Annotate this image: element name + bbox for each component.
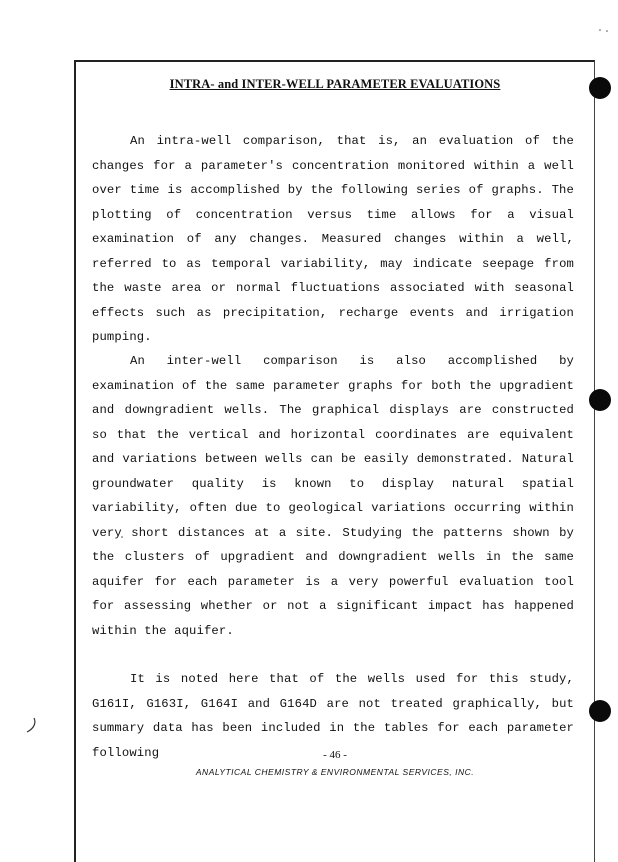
company-footer: ANALYTICAL CHEMISTRY & ENVIRONMENTAL SERVICES, INC.	[195, 767, 475, 777]
page-title: INTRA- and INTER-WELL PARAMETER EVALUATIONS	[169, 77, 501, 91]
paragraph-note: It is noted here that of the wells used for this study, G161I, G163I, G164I and G164D are not treated graphically, but summary data has been included in the tables for each parameter following	[92, 672, 574, 760]
paragraph-inter-well: An inter-well comparison is also accomplished by examination of the same parameter graphs for both the upgradient and downgradient wells. The graphical displays are constructed so that the vertical and horizontal coordinates are equivalent and variations between wells can be easily demonstrated. Natural groundwater quality is known to display natural spatial variability, often due to geological variations occurring within very short distances at a site. Studying the patterns shown by the clusters of upgradient and downgradient wells in the same aquifer for each parameter is a very powerful evaluation tool for assessing whether or not a significant impact has happened within the aquifer.	[92, 354, 574, 638]
paragraph-intra-well: An intra-well comparison, that is, an evaluation of the changes for a parameter's concentration monitored within a well over time is accomplished by the following series of graphs. The plotting of concentration versus time allows for a visual examination of any changes. Measured changes within a well, referred to as temporal variability, may indicate seepage from the waste area or normal fluctuations associated with seasonal effects such as precipitation, recharge events and irrigation pumping.	[92, 134, 574, 344]
page-number: - 46 -	[323, 749, 347, 761]
